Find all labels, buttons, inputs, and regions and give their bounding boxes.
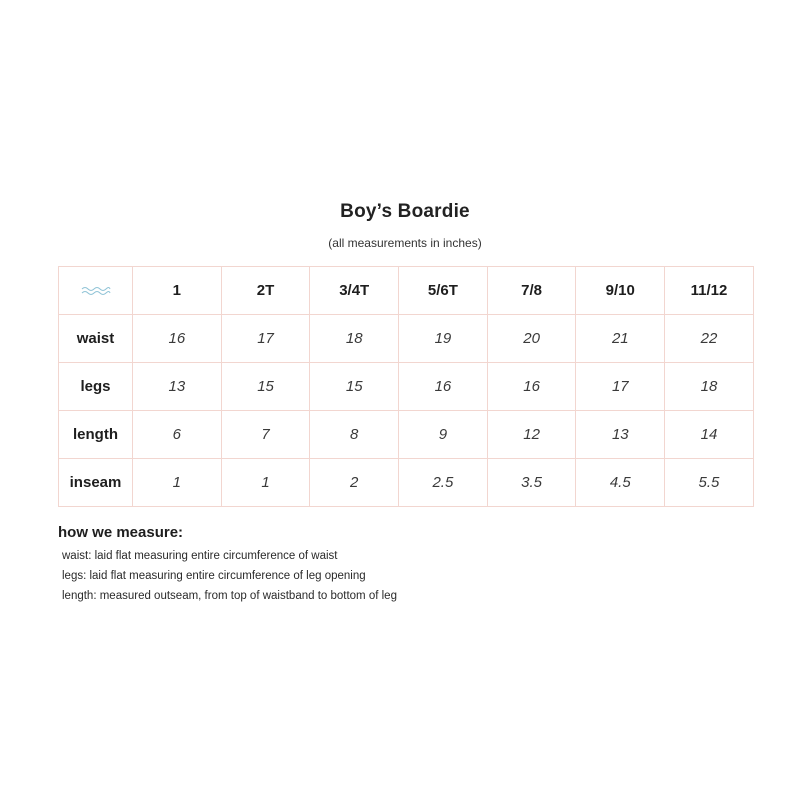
table-cell: 1 bbox=[133, 459, 222, 507]
measure-note: length: measured outseam, from top of waistband to bottom of leg bbox=[62, 590, 397, 602]
table-cell: 17 bbox=[576, 363, 665, 411]
table-cell: 5.5 bbox=[665, 459, 754, 507]
table-cell: 9 bbox=[399, 411, 488, 459]
table-row bbox=[59, 459, 754, 507]
table-cell: 2.5 bbox=[399, 459, 488, 507]
table-cell: 16 bbox=[399, 363, 488, 411]
size-header: 9/10 bbox=[576, 267, 665, 315]
table-cell: 18 bbox=[310, 315, 399, 363]
table-cell: 13 bbox=[576, 411, 665, 459]
table-cell: 3.5 bbox=[487, 459, 576, 507]
measure-note: legs: laid flat measuring entire circumference of leg opening bbox=[62, 570, 366, 582]
size-header: 5/6T bbox=[399, 267, 488, 315]
row-label: length bbox=[59, 411, 133, 459]
size-header: 1 bbox=[133, 267, 222, 315]
size-header: 3/4T bbox=[310, 267, 399, 315]
row-label: waist bbox=[59, 315, 133, 363]
measure-note: waist: laid flat measuring entire circumference of waist bbox=[62, 550, 338, 562]
size-header: 2T bbox=[221, 267, 310, 315]
table-cell: 16 bbox=[487, 363, 576, 411]
chart-subtitle: (all measurements in inches) bbox=[328, 236, 482, 250]
wave-icon bbox=[59, 267, 133, 315]
table-cell: 2 bbox=[310, 459, 399, 507]
chart-title: Boy’s Boardie bbox=[340, 201, 470, 222]
row-label: legs bbox=[59, 363, 133, 411]
table-cell: 22 bbox=[665, 315, 754, 363]
table-row bbox=[59, 315, 754, 363]
table-cell: 6 bbox=[133, 411, 222, 459]
table-cell: 21 bbox=[576, 315, 665, 363]
row-label: inseam bbox=[59, 459, 133, 507]
table-cell: 20 bbox=[487, 315, 576, 363]
table-cell: 15 bbox=[310, 363, 399, 411]
measure-notes bbox=[62, 546, 397, 606]
table-cell: 1 bbox=[221, 459, 310, 507]
table-cell: 16 bbox=[133, 315, 222, 363]
table-cell: 17 bbox=[221, 315, 310, 363]
table-cell: 12 bbox=[487, 411, 576, 459]
table-cell: 15 bbox=[221, 363, 310, 411]
table-cell: 18 bbox=[665, 363, 754, 411]
table-cell: 8 bbox=[310, 411, 399, 459]
table-cell: 4.5 bbox=[576, 459, 665, 507]
measure-heading: how we measure: bbox=[58, 524, 184, 541]
size-header: 7/8 bbox=[487, 267, 576, 315]
table-cell: 19 bbox=[399, 315, 488, 363]
size-table bbox=[58, 266, 754, 507]
table-cell: 13 bbox=[133, 363, 222, 411]
table-row bbox=[59, 363, 754, 411]
table-header-row bbox=[59, 267, 754, 315]
table-row bbox=[59, 411, 754, 459]
table-cell: 7 bbox=[221, 411, 310, 459]
size-header: 11/12 bbox=[665, 267, 754, 315]
table-cell: 14 bbox=[665, 411, 754, 459]
